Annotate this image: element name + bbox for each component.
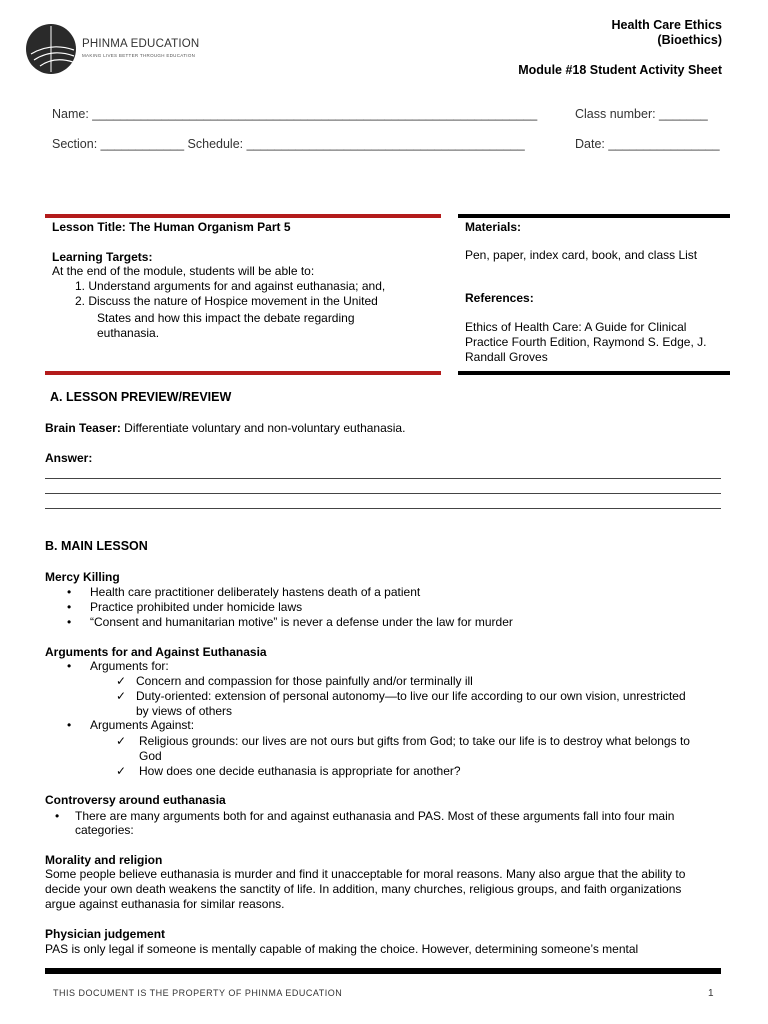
list-item: “Consent and humanitarian motive” is never a defense under the law for murder [90, 615, 513, 629]
section-a-heading: A. LESSON PREVIEW/REVIEW [50, 390, 232, 404]
target-2: 2. Discuss the nature of Hospice movement in the United [75, 294, 378, 308]
brain-teaser [45, 421, 405, 436]
references-heading: References: [465, 291, 534, 305]
arguments-heading: Arguments for and Against Euthanasia [45, 645, 267, 659]
morality-heading: Morality and religion [45, 853, 163, 867]
morality-line: argue against euthanasia for similar reasons. [45, 897, 285, 911]
bullet-icon: • [67, 585, 72, 599]
bullet-icon: • [55, 809, 60, 823]
morality-line: Some people believe euthanasia is murder and find it unacceptable for moral reasons. Many also argue that the ability to [45, 867, 686, 881]
reference-line-1: Ethics of Health Care: A Guide for Clinical [465, 320, 687, 334]
bullet-icon: • [67, 615, 72, 629]
list-item: Health care practitioner deliberately hastens death of a patient [90, 585, 421, 599]
class-number-field[interactable]: Class number: _______ [575, 107, 708, 121]
check-icon: ✓ [116, 674, 127, 688]
check-icon: ✓ [116, 764, 127, 778]
list-item: Religious grounds: our lives are not ours but gifts from God; to take our life is to destroy what belongs to [139, 734, 690, 748]
answer-line[interactable] [45, 478, 721, 479]
course-name: Health Care Ethics [611, 18, 722, 32]
brain-teaser-text: Differentiate voluntary and non-voluntary euthanasia. [120, 421, 406, 435]
lesson-title: Lesson Title: The Human Organism Part 5 [52, 220, 291, 234]
logo-name: PHINMA EDUCATION [82, 38, 200, 50]
list-item-cont: God [139, 749, 162, 763]
course-title [612, 18, 722, 48]
materials-heading: Materials: [465, 220, 522, 234]
reference-line-2: Practice Fourth Edition, Raymond S. Edge, J. [465, 335, 707, 349]
list-item: Practice prohibited under homicide laws [90, 600, 303, 614]
lesson-bottom-rule [45, 371, 441, 375]
target-2-cont: States and how this impact the debate regarding [97, 311, 355, 325]
bullet-icon: • [67, 659, 72, 673]
date-field[interactable]: Date: ________________ [575, 137, 720, 151]
materials-bottom-rule [458, 371, 730, 375]
list-item: How does one decide euthanasia is appropriate for another? [139, 764, 461, 778]
footer-text: THIS DOCUMENT IS THE PROPERTY OF PHINMA EDUCATION [53, 988, 343, 998]
target-2-cont2: euthanasia. [97, 326, 160, 340]
list-item: There are many arguments both for and against euthanasia and PAS. Most of these arguments fall into four main [75, 809, 675, 823]
reference-line-3: Randall Groves [465, 350, 548, 364]
controversy-heading: Controversy around euthanasia [45, 793, 226, 807]
materials-text: Pen, paper, index card, book, and class List [465, 248, 698, 262]
target-1: 1. Understand arguments for and against euthanasia; and, [75, 279, 386, 293]
list-item-cont: by views of others [136, 704, 233, 718]
section-b-heading: B. MAIN LESSON [45, 539, 148, 553]
materials-top-rule [458, 214, 730, 218]
list-item: Arguments for: [90, 659, 169, 673]
learning-targets-heading: Learning Targets: [52, 250, 153, 264]
physician-line: PAS is only legal if someone is mentally capable of making the choice. However, determining someone’s mental [45, 942, 639, 956]
mercy-killing-heading: Mercy Killing [45, 570, 120, 584]
physician-heading: Physician judgement [45, 927, 166, 941]
list-item: Duty-oriented: extension of personal autonomy—to live our life according to our own vision, unrestricted [136, 689, 686, 703]
morality-line: decide your own death weakens the sanctity of life. In addition, many churches, religious groups, and faith organizations [45, 882, 682, 896]
name-field[interactable]: Name: ________________________________________________________________ [52, 107, 538, 121]
page-number: 1 [708, 988, 715, 999]
brain-teaser-label: Brain Teaser: [45, 421, 121, 435]
answer-line[interactable] [45, 493, 721, 494]
course-subtitle: (Bioethics) [657, 33, 722, 47]
phinma-logo [26, 22, 200, 78]
module-title: Module #18 Student Activity Sheet [518, 63, 722, 77]
logo-tagline: MAKING LIVES BETTER THROUGH EDUCATION [82, 53, 196, 58]
targets-intro: At the end of the module, students will be able to: [52, 264, 315, 278]
list-item: Arguments Against: [90, 718, 195, 732]
logo-globe-icon [26, 24, 76, 74]
footer-rule [45, 968, 721, 974]
answer-label: Answer: [45, 451, 93, 465]
lesson-top-rule [45, 214, 441, 218]
check-icon: ✓ [116, 734, 127, 748]
bullet-icon: • [67, 600, 72, 614]
bullet-icon: • [67, 718, 72, 732]
check-icon: ✓ [116, 689, 127, 703]
list-item: Concern and compassion for those painfully and/or terminally ill [136, 674, 473, 688]
list-item-cont: categories: [75, 823, 134, 837]
section-schedule-field[interactable]: Section: ____________ Schedule: ________________________________________ [52, 137, 525, 151]
answer-line[interactable] [45, 508, 721, 509]
